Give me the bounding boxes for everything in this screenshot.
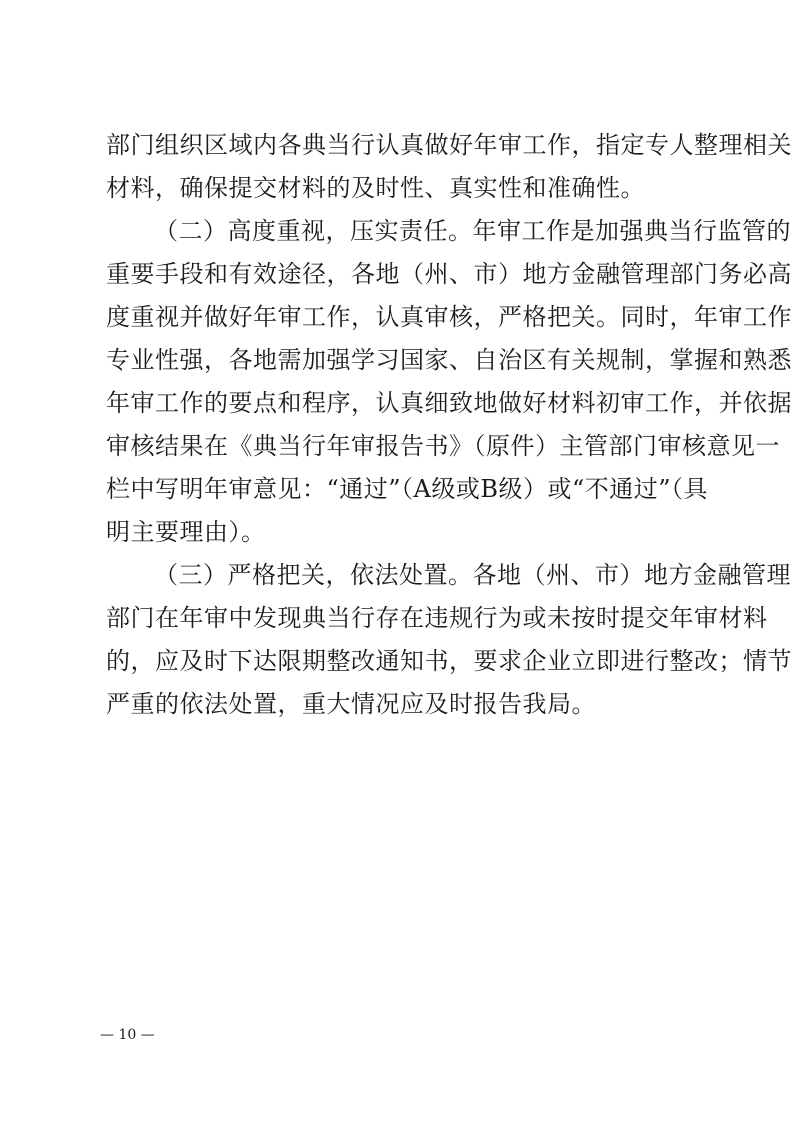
body-text-line: 栏中写明年审意见：“通过”（A级或B级）或“不通过”（具 xyxy=(106,475,709,503)
body-text-line: 材料，确保提交材料的及时性、真实性和准确性。 xyxy=(106,174,645,202)
body-text-line: 的，应及时下达限期整改通知书，要求企业立即进行整改；情节 xyxy=(106,647,792,675)
body-text-line: 明主要理由）。 xyxy=(106,518,266,546)
body-text-line: 度重视并做好年审工作，认真审核，严格把关。同时，年审工作 xyxy=(106,303,792,331)
page-number: — 10 — xyxy=(100,1027,155,1043)
body-text-line: 审核结果在《典当行年审报告书》（原件）主管部门审核意见一 xyxy=(106,432,780,460)
body-text-line: 年审工作的要点和程序，认真细致地做好材料初审工作，并依据 xyxy=(106,389,792,417)
body-text-line: 重要手段和有效途径，各地（州、市）地方金融管理部门务必高 xyxy=(106,260,792,288)
body-text-line: 部门组织区域内各典当行认真做好年审工作，指定专人整理相关 xyxy=(106,131,792,159)
section-heading-line: （二）高度重视，压实责任。年审工作是加强典当行监管的 xyxy=(154,217,791,245)
body-text-line: 严重的依法处置，重大情况应及时报告我局。 xyxy=(106,690,596,718)
body-text-line: 专业性强，各地需加强学习国家、自治区有关规制，掌握和熟悉 xyxy=(106,346,792,374)
body-text-line: 部门在年审中发现典当行存在违规行为或未按时提交年审材料 xyxy=(106,604,768,632)
section-heading-line: （三）严格把关，依法处置。各地（州、市）地方金融管理 xyxy=(154,561,791,589)
